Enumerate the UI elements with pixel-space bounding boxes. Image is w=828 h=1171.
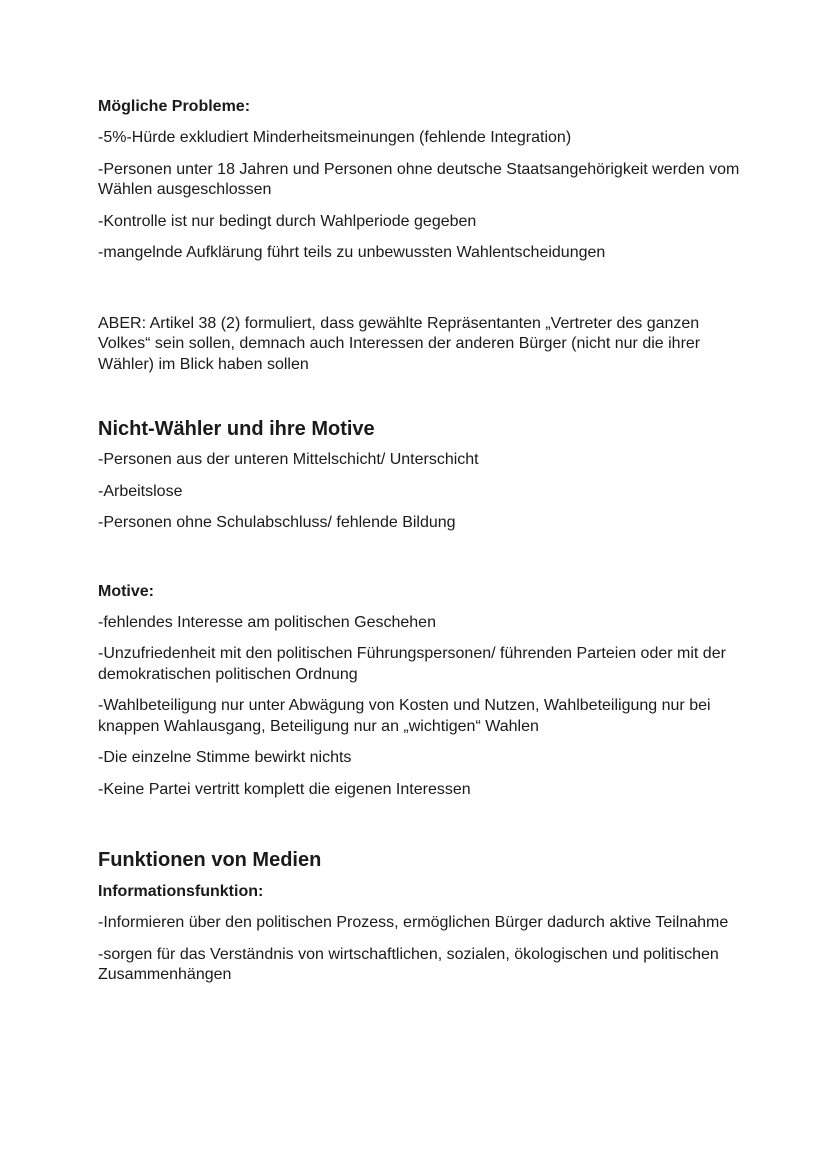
list-item: -Informieren über den politischen Prozess, ermöglichen Bürger dadurch aktive Teilnahme (98, 914, 729, 931)
section-heading-nicht-waehler: Nicht-Wähler und ihre Motive (98, 418, 375, 440)
subheading-informationsfunktion: Informationsfunktion: (98, 883, 264, 900)
list-item: -5%-Hürde exkludiert Minderheitsmeinungen (fehlende Integration) (98, 129, 572, 146)
document-page (98, 96, 748, 997)
list-item: -Kontrolle ist nur bedingt durch Wahlperiode gegeben (98, 212, 477, 230)
section-heading-funktionen-von-medien: Funktionen von Medien (98, 849, 322, 871)
spacer (98, 275, 748, 314)
list-item: -Personen unter 18 Jahren und Personen ohne deutsche Staatsangehörigkeit werden vom Wählen ausgeschlossen (98, 160, 740, 198)
note-paragraph: ABER: Artikel 38 (2) formuliert, dass gewählte Repräsentanten „Vertreter des ganzen Volkes“ sein sollen, demnach auch Interessen der anderen Bürger (nicht nur die ihrer Wähler) im Blick haben sollen (98, 314, 701, 373)
spacer (98, 545, 748, 581)
spacer (98, 375, 748, 416)
list-item: -mangelnde Aufklärung führt teils zu unbewussten Wahlentscheidungen (98, 244, 606, 261)
subheading-motive: Motive: (98, 582, 154, 600)
list-item: -Unzufriedenheit mit den politischen Führungspersonen/ führenden Parteien oder mit der demokratischen politischen Ordnung (98, 645, 726, 683)
list-item: -Personen ohne Schulabschluss/ fehlende Bildung (98, 514, 456, 531)
list-item: -Die einzelne Stimme bewirkt nichts (98, 749, 352, 766)
list-item: -fehlendes Interesse am politischen Geschehen (98, 613, 436, 631)
subheading-moegliche-probleme: Mögliche Probleme: (98, 98, 251, 115)
list-item: -Arbeitslose (98, 482, 183, 500)
list-item: -Keine Partei vertritt komplett die eigenen Interessen (98, 780, 471, 798)
list-item: -Personen aus der unteren Mittelschicht/ Unterschicht (98, 451, 479, 468)
list-item: -Wahlbeteiligung nur unter Abwägung von Kosten und Nutzen, Wahlbeteiligung nur bei knappen Wahlausgang, Beteiligung nur an „wichtigen“ Wahlen (98, 697, 711, 735)
spacer (98, 811, 748, 847)
list-item: -sorgen für das Verständnis von wirtschaftlichen, sozialen, ökologischen und politischen Zusammenhängen (98, 945, 719, 983)
